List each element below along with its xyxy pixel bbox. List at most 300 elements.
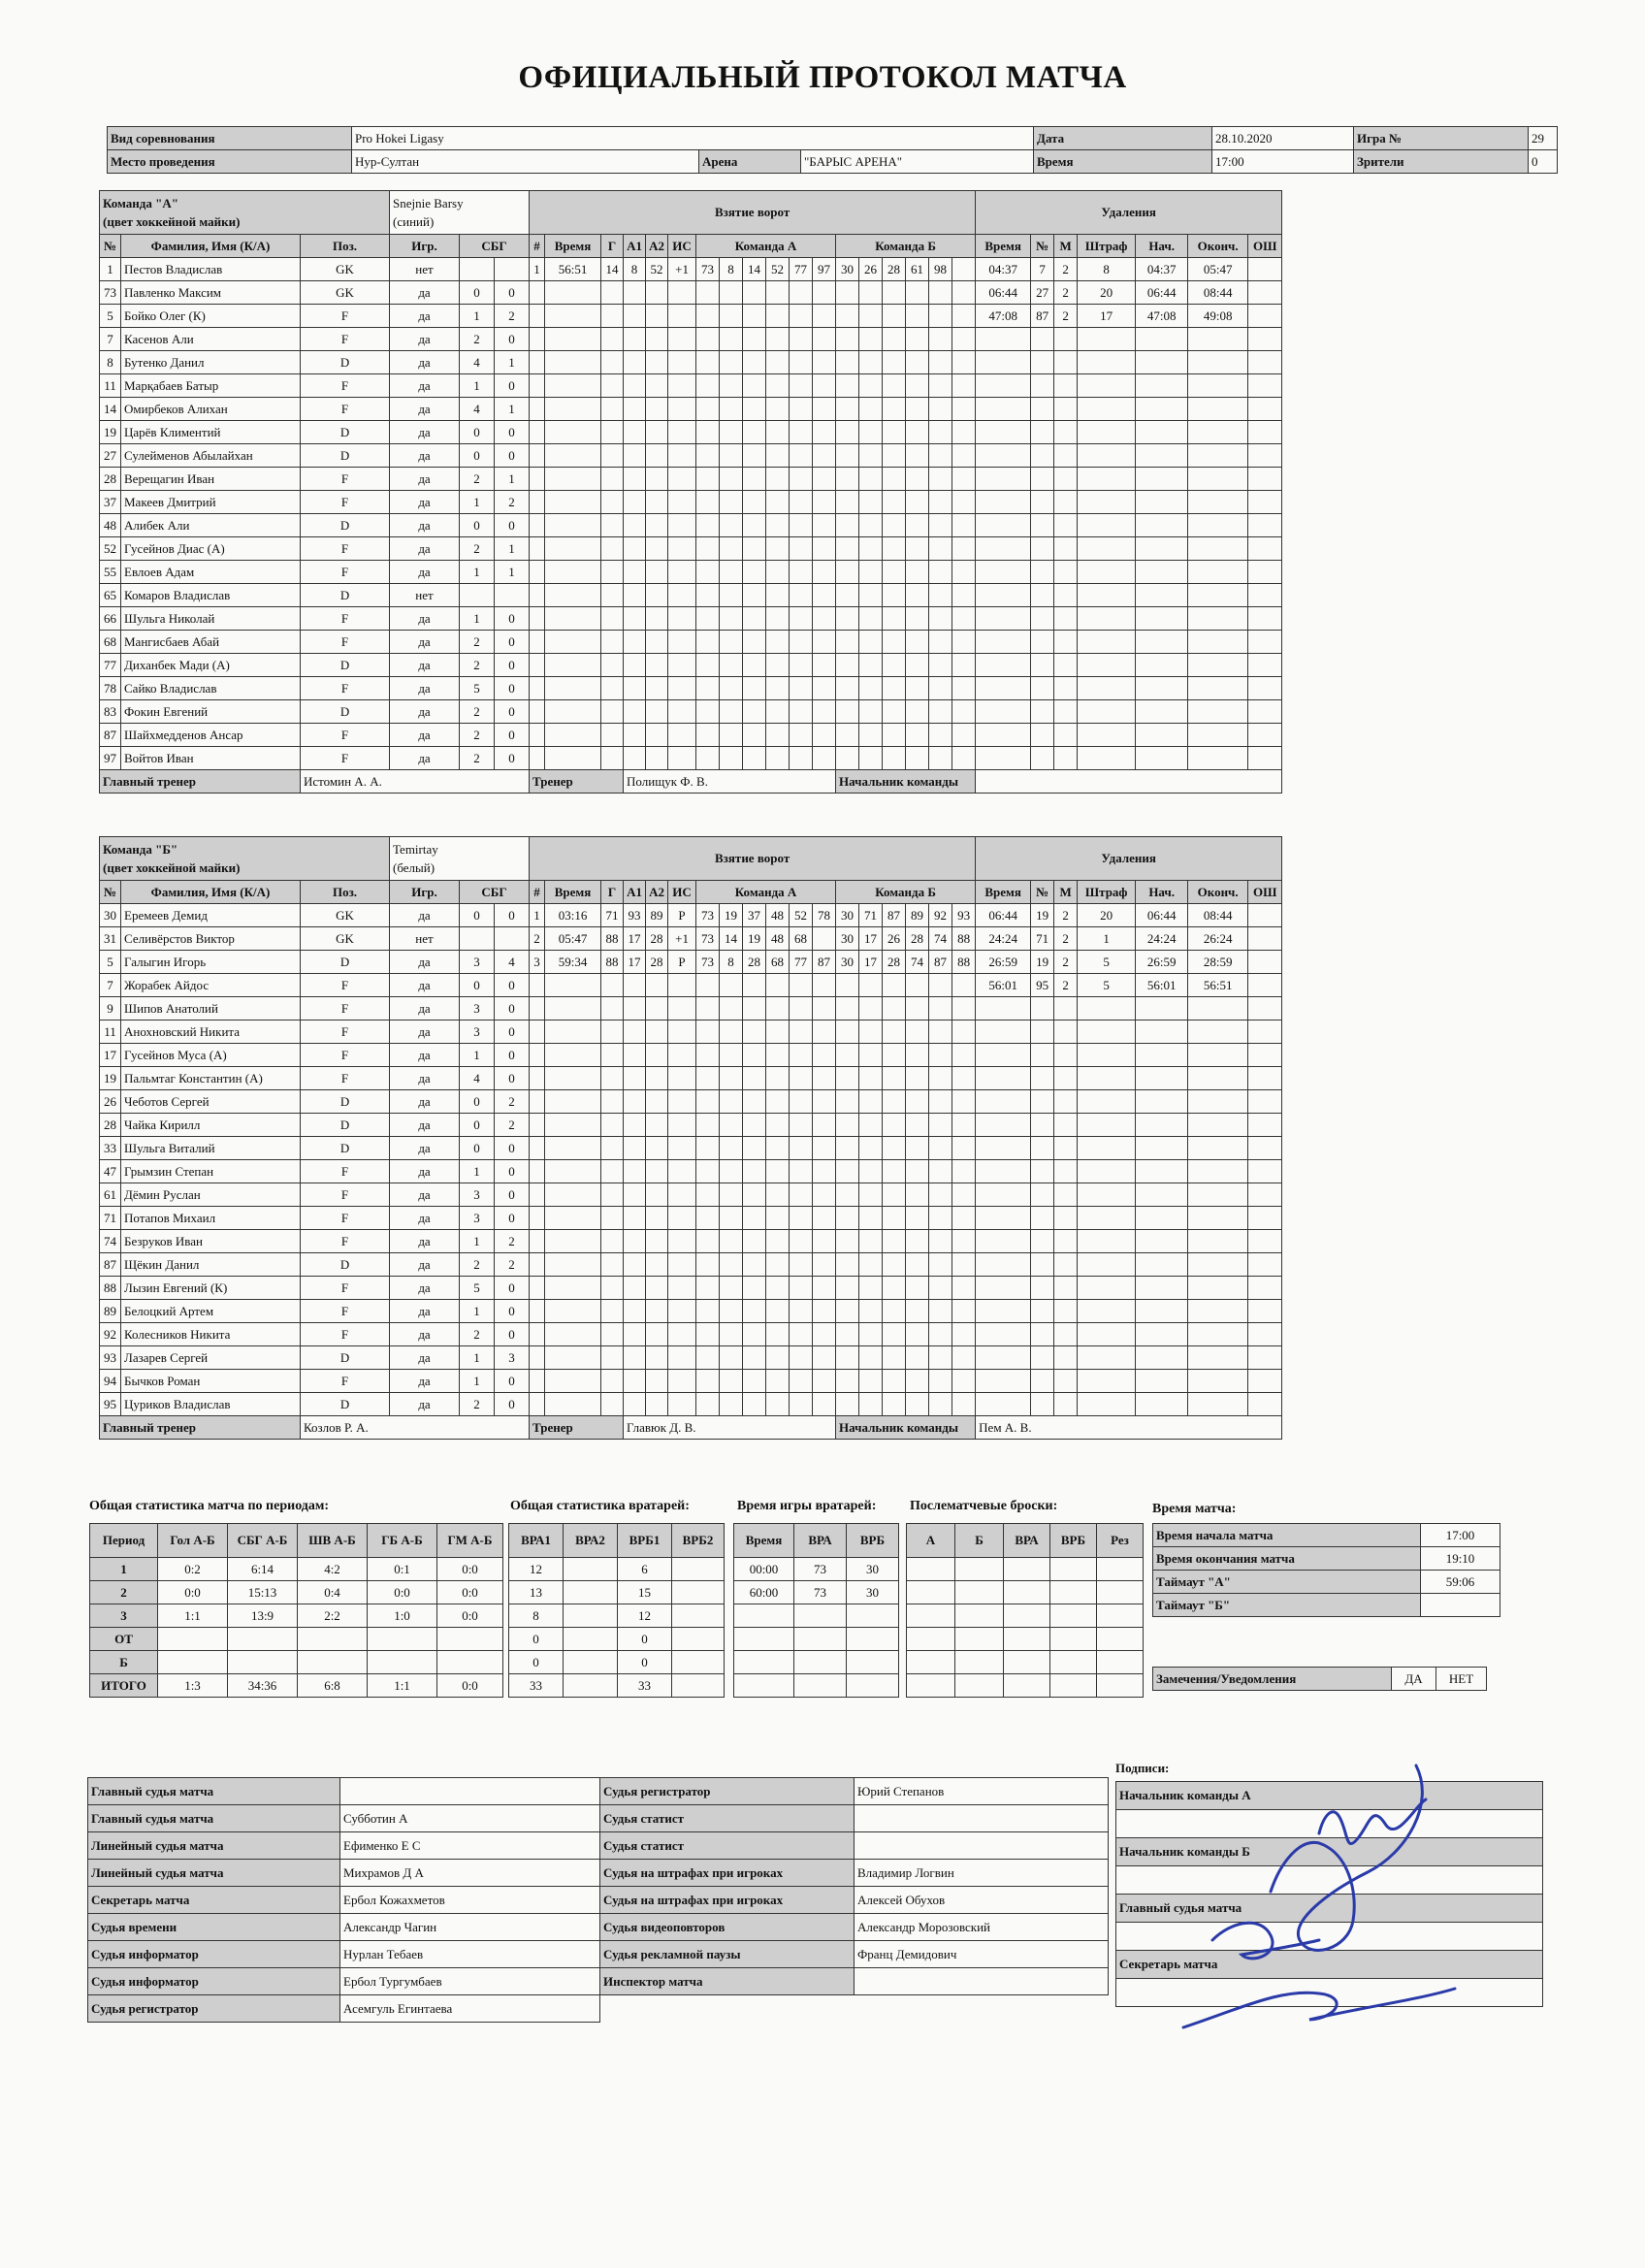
goal-cell xyxy=(720,631,743,654)
goal-cell xyxy=(668,1067,696,1090)
goal-cell xyxy=(646,1137,668,1160)
goal-cell xyxy=(883,1370,906,1393)
stats-row xyxy=(509,1558,725,1581)
penalty-cell xyxy=(1031,1323,1054,1346)
trainer-value: Полищук Ф. В. xyxy=(624,770,836,794)
goal-cell xyxy=(601,1230,624,1253)
penalty-cell xyxy=(1031,468,1054,491)
goal-cell xyxy=(646,328,668,351)
signature-b xyxy=(1271,1766,1422,1950)
player-position: F xyxy=(301,1160,390,1183)
penalty-cell xyxy=(1248,1183,1282,1207)
goal-cell xyxy=(790,747,813,770)
goal-cell xyxy=(766,421,790,444)
goal-cell xyxy=(883,1346,906,1370)
player-name: Колесников Никита xyxy=(121,1323,301,1346)
goal-cell xyxy=(813,1044,836,1067)
penalty-cell xyxy=(1188,654,1248,677)
player-shots: 4 xyxy=(460,351,495,374)
penalty-cell xyxy=(1136,1300,1188,1323)
stats-cell: 3 xyxy=(90,1604,158,1628)
penalty-cell xyxy=(1188,444,1248,468)
goal-cell xyxy=(766,1044,790,1067)
official-name xyxy=(855,1832,1109,1860)
signature-c xyxy=(1212,1923,1319,1959)
player-shots: 2 xyxy=(460,631,495,654)
goal-cell xyxy=(836,974,859,997)
player-position: GK xyxy=(301,281,390,305)
player-row xyxy=(100,1207,1282,1230)
player-name: Верещагин Иван xyxy=(121,468,301,491)
goal-cell xyxy=(883,1044,906,1067)
player-row xyxy=(100,258,1282,281)
official-row xyxy=(600,1832,1109,1860)
remarks-table xyxy=(1152,1667,1487,1691)
player-number: 7 xyxy=(100,328,121,351)
goal-cell xyxy=(883,1207,906,1230)
goal-cell xyxy=(720,677,743,700)
goal-cell xyxy=(883,305,906,328)
stats-row xyxy=(509,1604,725,1628)
player-number: 9 xyxy=(100,997,121,1021)
player-shots-against: 1 xyxy=(495,398,530,421)
penalty-cell xyxy=(1031,700,1054,724)
goal-cell xyxy=(766,974,790,997)
goal-cell xyxy=(929,351,952,374)
penalty-cell xyxy=(976,1393,1031,1416)
goal-cell xyxy=(720,997,743,1021)
goal-cell xyxy=(530,1277,545,1300)
goal-cell xyxy=(883,351,906,374)
goal-cell xyxy=(766,374,790,398)
player-played: да xyxy=(390,421,460,444)
teamB-table xyxy=(99,836,1282,1440)
player-shots: 1 xyxy=(460,305,495,328)
penalty-cell xyxy=(1248,1137,1282,1160)
signature-scribbles xyxy=(1125,1746,1552,2037)
signature-role: Главный судья матча xyxy=(1116,1895,1543,1923)
goal-cell xyxy=(530,305,545,328)
stats-cell: 6:14 xyxy=(228,1558,298,1581)
goal-cell xyxy=(743,1300,766,1323)
goal-cell xyxy=(929,1044,952,1067)
penalty-cell xyxy=(1248,468,1282,491)
penalty-cell xyxy=(976,444,1031,468)
stats-cell: 0 xyxy=(618,1651,672,1674)
goal-cell xyxy=(696,1160,720,1183)
goal-cell xyxy=(646,654,668,677)
goal-cell xyxy=(906,1370,929,1393)
penalty-cell: 87 xyxy=(1031,305,1054,328)
player-shots: 2 xyxy=(460,1393,495,1416)
stats-cell xyxy=(1097,1674,1144,1698)
official-role: Секретарь матча xyxy=(88,1887,340,1914)
penalty-cell xyxy=(1054,374,1078,398)
goal-cell xyxy=(883,1090,906,1114)
goal-cell xyxy=(646,677,668,700)
stats-cell xyxy=(907,1558,955,1581)
column-header: Рез xyxy=(1097,1524,1144,1558)
player-position: F xyxy=(301,607,390,631)
goal-cell xyxy=(790,1183,813,1207)
stats-cell xyxy=(672,1558,725,1581)
stats-cell xyxy=(1050,1628,1097,1651)
goal-cell xyxy=(859,584,883,607)
player-position: D xyxy=(301,700,390,724)
player-shots-against xyxy=(495,927,530,951)
goal-cell xyxy=(813,421,836,444)
stats-cell xyxy=(847,1651,899,1674)
player-played: да xyxy=(390,1183,460,1207)
teamB-name: Temirtay (белый) xyxy=(390,837,530,881)
player-played: да xyxy=(390,1346,460,1370)
stats-cell xyxy=(907,1651,955,1674)
match-time-value: 59:06 xyxy=(1421,1571,1500,1594)
penalty-cell xyxy=(1054,631,1078,654)
penalty-cell xyxy=(976,607,1031,631)
player-number: 71 xyxy=(100,1207,121,1230)
goal-cell xyxy=(696,700,720,724)
goal-cell xyxy=(952,747,976,770)
player-row xyxy=(100,724,1282,747)
penalty-cell xyxy=(1188,1160,1248,1183)
time-label: Время xyxy=(1034,150,1212,174)
stats-cell xyxy=(437,1651,503,1674)
official-row xyxy=(600,1778,1109,1805)
goal-cell xyxy=(859,1323,883,1346)
player-name: Гусейнов Диас (А) xyxy=(121,537,301,561)
remarks-no[interactable]: НЕТ xyxy=(1436,1668,1487,1691)
goal-cell xyxy=(530,281,545,305)
goal-cell xyxy=(601,491,624,514)
penalty-cell xyxy=(1248,904,1282,927)
goal-cell xyxy=(601,974,624,997)
stats-cell: 73 xyxy=(794,1558,847,1581)
penalty-cell xyxy=(1248,747,1282,770)
goal-number: 3 xyxy=(530,951,545,974)
penalty-cell xyxy=(1248,491,1282,514)
on-ice-a xyxy=(813,927,836,951)
player-name: Сулейменов Абылайхан xyxy=(121,444,301,468)
goal-cell xyxy=(545,584,601,607)
player-number: 26 xyxy=(100,1090,121,1114)
penalty-header: Нач. xyxy=(1136,881,1188,904)
goal-cell xyxy=(813,1137,836,1160)
goal-cell xyxy=(883,421,906,444)
goal-cell xyxy=(601,1183,624,1207)
goal-cell xyxy=(743,1207,766,1230)
penalty-cell xyxy=(1136,747,1188,770)
goal-cell xyxy=(646,537,668,561)
stats-cell: 0 xyxy=(509,1651,564,1674)
goal-cell xyxy=(952,351,976,374)
goal-cell xyxy=(929,1183,952,1207)
player-shots-against: 2 xyxy=(495,1230,530,1253)
on-ice-a: 52 xyxy=(790,904,813,927)
player-name: Фокин Евгений xyxy=(121,700,301,724)
goal-cell xyxy=(696,398,720,421)
goal-cell xyxy=(530,1183,545,1207)
penalty-cell: 20 xyxy=(1078,904,1136,927)
stats-cell xyxy=(368,1628,437,1651)
goal-cell xyxy=(601,1370,624,1393)
goal-cell xyxy=(545,607,601,631)
goal-cell xyxy=(668,398,696,421)
goal-cell xyxy=(545,491,601,514)
player-played: да xyxy=(390,1277,460,1300)
penalty-cell: 05:47 xyxy=(1188,258,1248,281)
goal-cell xyxy=(601,584,624,607)
goal-cell xyxy=(646,1346,668,1370)
player-shots-against: 0 xyxy=(495,1207,530,1230)
player-shots-against: 0 xyxy=(495,1044,530,1067)
player-played: да xyxy=(390,491,460,514)
stats-cell xyxy=(1004,1558,1050,1581)
player-row xyxy=(100,584,1282,607)
on-ice-a: 14 xyxy=(720,927,743,951)
official-row xyxy=(88,1968,600,1995)
player-number: 83 xyxy=(100,700,121,724)
penalty-cell xyxy=(976,1044,1031,1067)
stats-cell: 34:36 xyxy=(228,1674,298,1698)
penalty-cell: 06:44 xyxy=(1136,281,1188,305)
goal-cell xyxy=(624,1021,646,1044)
stats-cell xyxy=(794,1651,847,1674)
goal-cell xyxy=(836,561,859,584)
goal-cell xyxy=(859,491,883,514)
goal-cell xyxy=(766,1183,790,1207)
player-shots-against: 0 xyxy=(495,1067,530,1090)
goal-cell xyxy=(668,351,696,374)
goal-cell xyxy=(906,1207,929,1230)
penalty-cell xyxy=(976,1370,1031,1393)
goal-cell xyxy=(545,351,601,374)
goal-cell xyxy=(790,1277,813,1300)
goal-cell xyxy=(836,1021,859,1044)
goal-cell xyxy=(696,1346,720,1370)
stats-cell: 1 xyxy=(90,1558,158,1581)
goal-cell xyxy=(601,444,624,468)
penalty-cell xyxy=(1136,724,1188,747)
goal-cell xyxy=(696,491,720,514)
player-position: D xyxy=(301,351,390,374)
goal-cell xyxy=(624,1300,646,1323)
goal-cell xyxy=(813,1183,836,1207)
goal-cell xyxy=(601,328,624,351)
player-shots-against: 0 xyxy=(495,444,530,468)
goal-cell xyxy=(545,1346,601,1370)
goal-cell xyxy=(952,468,976,491)
penalty-cell xyxy=(1031,1137,1054,1160)
goal-assist-2: 28 xyxy=(646,951,668,974)
penalty-header: Штраф xyxy=(1078,881,1136,904)
goal-cell xyxy=(859,1230,883,1253)
goal-cell xyxy=(530,1160,545,1183)
goal-cell xyxy=(883,584,906,607)
player-name: Щёкин Данил xyxy=(121,1253,301,1277)
goal-cell xyxy=(952,305,976,328)
goal-cell xyxy=(952,374,976,398)
goal-cell xyxy=(668,1183,696,1207)
stats-cell xyxy=(564,1581,618,1604)
penalty-cell xyxy=(1031,328,1054,351)
penalty-cell xyxy=(1078,1300,1136,1323)
official-role: Судья на штрафах при игроках xyxy=(600,1860,855,1887)
penalty-cell xyxy=(1188,537,1248,561)
goal-cell xyxy=(720,305,743,328)
goal-cell xyxy=(601,1207,624,1230)
goal-cell xyxy=(883,631,906,654)
stats-cell xyxy=(672,1651,725,1674)
goal-cell xyxy=(813,584,836,607)
player-shots-against: 0 xyxy=(495,514,530,537)
official-name: Франц Демидович xyxy=(855,1941,1109,1968)
goal-cell xyxy=(766,1277,790,1300)
penalty-cell xyxy=(976,631,1031,654)
goal-cell xyxy=(836,537,859,561)
goal-cell xyxy=(601,1300,624,1323)
shootout-title: Послематчевые броски: xyxy=(910,1499,1058,1513)
penalty-cell xyxy=(1031,491,1054,514)
penalty-cell: 24:24 xyxy=(1136,927,1188,951)
goal-cell xyxy=(883,514,906,537)
on-ice-a: 8 xyxy=(720,258,743,281)
player-shots: 3 xyxy=(460,997,495,1021)
goal-cell xyxy=(929,1160,952,1183)
player-number: 87 xyxy=(100,1253,121,1277)
player-shots-against: 0 xyxy=(495,631,530,654)
competition-value: Pro Hokei Ligasy xyxy=(352,127,1034,150)
penalty-cell xyxy=(976,1253,1031,1277)
penalty-cell xyxy=(1248,305,1282,328)
stats-cell xyxy=(907,1581,955,1604)
trainer-value: Главюк Д. В. xyxy=(624,1416,836,1440)
column-header: ВРБ1 xyxy=(618,1524,672,1558)
goal-cell xyxy=(720,491,743,514)
goal-cell xyxy=(766,1323,790,1346)
goal-cell xyxy=(836,677,859,700)
stats-row xyxy=(90,1581,503,1604)
goal-cell xyxy=(836,1323,859,1346)
player-shots: 4 xyxy=(460,1067,495,1090)
penalty-cell xyxy=(976,1230,1031,1253)
player-shots: 0 xyxy=(460,904,495,927)
goal-cell xyxy=(883,328,906,351)
penalty-cell: 08:44 xyxy=(1188,904,1248,927)
goal-cell xyxy=(696,1300,720,1323)
penalty-cell: 2 xyxy=(1054,258,1078,281)
goal-cell xyxy=(545,1230,601,1253)
player-number: 65 xyxy=(100,584,121,607)
goal-cell xyxy=(883,468,906,491)
penalty-cell xyxy=(1031,654,1054,677)
goal-cell xyxy=(836,1253,859,1277)
stats-cell: 30 xyxy=(847,1558,899,1581)
penalty-cell xyxy=(1054,1067,1078,1090)
penalty-cell xyxy=(1031,1160,1054,1183)
goal-cell xyxy=(743,1044,766,1067)
official-name xyxy=(855,1805,1109,1832)
goal-cell xyxy=(859,654,883,677)
goal-cell xyxy=(929,328,952,351)
goal-cell xyxy=(720,444,743,468)
goal-cell xyxy=(813,974,836,997)
goal-cell xyxy=(646,1044,668,1067)
penalty-cell xyxy=(1078,1044,1136,1067)
player-number: 28 xyxy=(100,468,121,491)
goal-cell xyxy=(906,468,929,491)
penalty-cell xyxy=(1188,1370,1248,1393)
coach-label: Главный тренер xyxy=(100,770,301,794)
goal-cell xyxy=(743,974,766,997)
penalty-cell xyxy=(976,584,1031,607)
penalty-cell xyxy=(1078,468,1136,491)
player-row xyxy=(100,997,1282,1021)
goal-cell xyxy=(790,537,813,561)
goal-header: ИС xyxy=(668,881,696,904)
goal-cell xyxy=(668,537,696,561)
player-position: F xyxy=(301,1277,390,1300)
goalies-table xyxy=(508,1523,725,1698)
stats-row xyxy=(90,1558,503,1581)
remarks-yes[interactable]: ДА xyxy=(1392,1668,1436,1691)
goal-cell xyxy=(668,514,696,537)
goal-cell xyxy=(601,1346,624,1370)
player-position: D xyxy=(301,1253,390,1277)
goal-cell xyxy=(766,1207,790,1230)
goal-cell xyxy=(813,561,836,584)
player-number: 31 xyxy=(100,927,121,951)
penalty-cell: 2 xyxy=(1054,281,1078,305)
goal-cell xyxy=(530,374,545,398)
goal-cell xyxy=(883,561,906,584)
penalty-cell xyxy=(1248,584,1282,607)
on-ice-b: 30 xyxy=(836,904,859,927)
player-name: Пестов Владислав xyxy=(121,258,301,281)
goal-cell xyxy=(836,1230,859,1253)
goal-cell xyxy=(790,974,813,997)
on-ice-a: 77 xyxy=(790,951,813,974)
player-played: да xyxy=(390,1393,460,1416)
player-shots: 2 xyxy=(460,1253,495,1277)
goal-cell xyxy=(906,974,929,997)
goal-cell xyxy=(813,1021,836,1044)
goal-cell xyxy=(790,1207,813,1230)
goal-cell xyxy=(601,351,624,374)
player-shots-against: 0 xyxy=(495,421,530,444)
goal-cell xyxy=(545,677,601,700)
goal-cell xyxy=(929,1207,952,1230)
penalty-cell xyxy=(1188,1067,1248,1090)
goal-cell xyxy=(813,997,836,1021)
goal-cell xyxy=(952,1346,976,1370)
goal-cell xyxy=(929,444,952,468)
stats-row xyxy=(907,1604,1144,1628)
goal-cell xyxy=(859,374,883,398)
goal-cell xyxy=(720,328,743,351)
goal-cell xyxy=(906,421,929,444)
on-ice-b: 87 xyxy=(883,904,906,927)
penalty-cell xyxy=(1188,328,1248,351)
goal-cell xyxy=(624,1090,646,1114)
goal-cell xyxy=(836,607,859,631)
stats-row xyxy=(90,1674,503,1698)
penalty-cell xyxy=(1188,631,1248,654)
goal-cell xyxy=(646,724,668,747)
goal-cell xyxy=(743,398,766,421)
stats-cell xyxy=(1004,1674,1050,1698)
goal-cell xyxy=(929,1090,952,1114)
